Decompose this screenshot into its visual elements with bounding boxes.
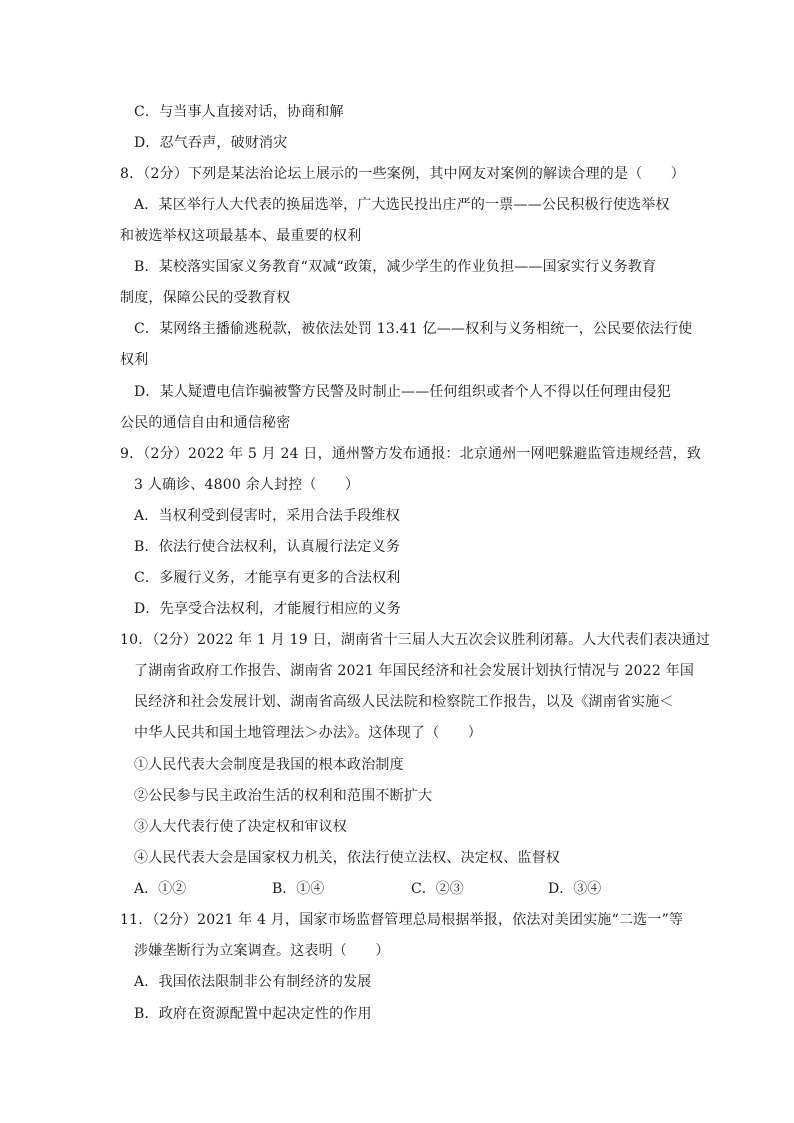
question-8-option-d-cont: 公民的通信自由和通信秘密 [120, 415, 291, 431]
question-10-statement-1: ①人民代表大会制度是我国的根本政治制度 [134, 757, 404, 773]
question-8-option-a-cont: 和被选举权这项最基本、最重要的权利 [120, 228, 362, 244]
question-10-option-b: B．①④ [272, 881, 325, 897]
question-8-option-c: C．某网络主播偷逃税款，被依法处罚 13.41 亿——权利与义务相统一，公民要依法行使 [134, 321, 693, 337]
question-8-option-b: B．某校落实国家义务教育“双减“政策，减少学生的作业负担——国家实行义务教育 [134, 259, 657, 275]
question-10-stem-cont-2: 民经济和社会发展计划、湖南省高级人民法院和检察院工作报告，以及《湖南省实施＜ [134, 694, 674, 710]
question-11-stem-cont: 涉嫌垄断行为立案调查。这表明（ ） [134, 943, 390, 959]
question-10-option-c: C．②③ [411, 881, 464, 897]
option-d: D．忍气吞声，破财消灾 [134, 135, 288, 151]
question-8-stem: 8．（2分）下列是某法治论坛上展示的一些案例，其中网友对案例的解读合理的是（ ） [120, 166, 686, 182]
question-11-stem: 11．（2分）2021 年 4 月，国家市场监督管理总局根据举报，依法对美团实施“二选一”等 [120, 912, 684, 928]
question-9-option-a: A．当权利受到侵害时，采用合法手段维权 [134, 508, 400, 524]
question-8-option-d: D．某人疑遭电信诈骗被警方民警及时制止——任何组织或者个人不得以任何理由侵犯 [134, 384, 671, 400]
question-9-option-c: C．多履行义务，才能享有更多的合法权利 [134, 570, 401, 586]
question-10-stem: 10．（2分）2022 年 1 月 19 日，湖南省十三届人大五次会议胜利闭幕。人大代表们表决通过 [120, 632, 711, 648]
question-10-stem-cont-3: 中华人民共和国土地管理法＞办法》。这体现了（ ） [134, 725, 482, 741]
question-9-option-d: D．先享受合法权利，才能履行相应的义务 [134, 601, 402, 617]
question-9-stem: 9．（2分）2022 年 5 月 24 日，通州警方发布通报：北京通州一网吧躲避监管违规经营，致 [120, 446, 702, 462]
question-10-stem-cont-1: 了湖南省政府工作报告、湖南省 2021 年国民经济和社会发展计划执行情况与 2022 年国 [134, 663, 695, 679]
question-10-option-d: D．③④ [548, 881, 602, 897]
question-8-option-b-cont: 制度，保障公民的受教育权 [120, 290, 291, 306]
question-10-statement-2: ②公民参与民主政治生活的权利和范围不断扩大 [134, 788, 433, 804]
question-10-statement-3: ③人大代表行使了决定权和审议权 [134, 819, 347, 835]
question-8-option-c-cont: 权利 [120, 352, 149, 368]
question-10-statement-4: ④人民代表大会是国家权力机关，依法行使立法权、决定权、监督权 [134, 850, 560, 866]
option-c: C．与当事人直接对话，协商和解 [134, 104, 344, 120]
question-9-stem-cont: 3 人确诊、4800 余人封控（ ） [134, 477, 360, 493]
question-9-option-b: B．依法行使合法权利，认真履行法定义务 [134, 539, 401, 555]
question-11-option-a: A．我国依法限制非公有制经济的发展 [134, 974, 372, 990]
question-10-option-a: A．①② [134, 881, 187, 897]
question-11-option-b: B．政府在资源配置中起决定性的作用 [134, 1006, 372, 1022]
question-8-option-a: A．某区举行人大代表的换届选举，广大选民投出庄严的一票——公民积极行使选举权 [134, 197, 670, 213]
